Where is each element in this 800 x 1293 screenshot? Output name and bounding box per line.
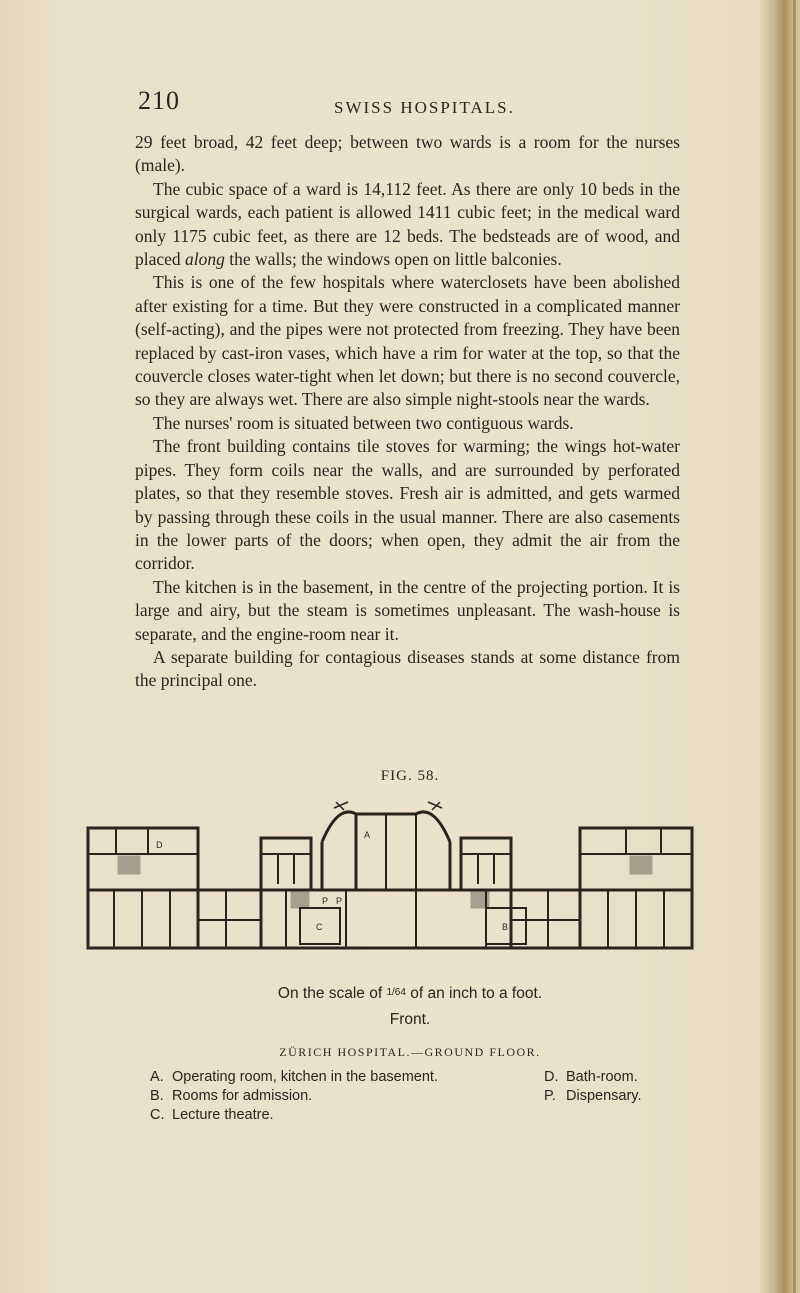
legend-text-a: Operating room, kitchen in the basement. bbox=[172, 1069, 438, 1085]
plan-label-a: A bbox=[364, 830, 371, 840]
legend-row bbox=[150, 1106, 710, 1125]
legend-item-d bbox=[544, 1068, 638, 1087]
figure-legend bbox=[150, 1068, 710, 1125]
legend-key-p: P. bbox=[544, 1088, 556, 1104]
legend-row bbox=[150, 1087, 710, 1106]
paragraph-2 bbox=[135, 178, 680, 272]
legend-item-b bbox=[150, 1087, 312, 1106]
legend-key-d: D. bbox=[544, 1069, 559, 1085]
legend-text-b: Rooms for admission. bbox=[172, 1088, 313, 1104]
legend-key-c: C. bbox=[150, 1107, 165, 1123]
paragraph-6: The kitchen is in the basement, in the centre of the projecting portion. It is large and airy, but the steam is sometimes unpleasant. The wash-house is separate, and the engine-room near it. bbox=[135, 576, 680, 644]
plan-label-c: C bbox=[316, 922, 323, 932]
legend-key-a: A. bbox=[150, 1069, 164, 1085]
paragraph-7: A separate building for contagious diseases stands at some distance from the principal one. bbox=[135, 646, 680, 691]
plan-label-b: B bbox=[502, 922, 509, 932]
plan-label-p-1: P bbox=[322, 896, 329, 906]
paragraph-1: 29 feet broad, 42 feet deep; between two wards is a room for the nurses (male). bbox=[135, 132, 680, 176]
left-pavilion bbox=[261, 838, 311, 890]
figure-caption: ZÜRICH HOSPITAL.—GROUND FLOOR. bbox=[279, 1045, 541, 1059]
scale-note bbox=[0, 985, 800, 1003]
legend-text-c: Lecture theatre. bbox=[172, 1107, 274, 1123]
legend-item-c bbox=[150, 1106, 274, 1125]
plan-label-d: D bbox=[156, 840, 163, 850]
binding-shadow bbox=[793, 0, 796, 1293]
page-number: 210 bbox=[138, 86, 180, 115]
paragraph-2-part-1: The cubic space of a ward is 14,112 feet. As there are only 10 beds in the surgical wards, each patient is allowed 1411 cubic feet; in the medical ward only 1175 cubic feet, as there are 12 beds. The bedsteads are of wood, and placed bbox=[135, 178, 680, 270]
operating-room-projection bbox=[322, 812, 356, 890]
paragraph-4: The nurses' room is situated between two contiguous wards. bbox=[153, 412, 574, 433]
legend-item-p bbox=[544, 1087, 641, 1106]
figure-label: FIG. 58. bbox=[380, 768, 440, 784]
body-text bbox=[135, 131, 680, 693]
legend-row bbox=[150, 1068, 710, 1087]
page-header bbox=[0, 86, 760, 126]
right-pavilion bbox=[461, 838, 511, 890]
scale-fraction: 1/64 bbox=[386, 987, 406, 998]
scale-text-before: On the scale of bbox=[277, 985, 387, 1002]
legend-text-d: Bath-room. bbox=[566, 1069, 638, 1085]
legend-key-b: B. bbox=[150, 1088, 164, 1104]
running-head: SWISS HOSPITALS. bbox=[334, 98, 515, 117]
scale-text-after: of an inch to a foot. bbox=[405, 985, 543, 1002]
legend-item-a bbox=[150, 1068, 438, 1087]
front-label: Front. bbox=[389, 1011, 431, 1028]
italic-word-along: along bbox=[185, 249, 225, 270]
paragraph-5: The front building contains tile stoves for warming; the wings hot-water pipes. They form coils near the walls, and are surrounded by perforated plates, so that they resemble stoves. Fresh air is admitted, and gets warmed by passing through these coils in the usual manner. There are also casements in the lower parts of the doors; when open, they admit the air from the corridor. bbox=[135, 436, 680, 574]
legend-text-p: Dispensary. bbox=[566, 1088, 642, 1104]
paragraph-2-part-2: the walls; the windows open on little balconies. bbox=[224, 249, 562, 270]
paragraph-3: This is one of the few hospitals where waterclosets have been abolished after existing for a time. But they were constructed in a complicated manner (self-acting), and the pipes were not protected from freezing. They have been replaced by cast-iron vases, which have a rim for water at the top, so that the couvercle closes water-tight when let down; but there is no second couvercle, so they are always wet. There are also simple night-stools near the wards. bbox=[135, 272, 680, 410]
floor-plan bbox=[86, 794, 696, 979]
plan-label-p-2: P bbox=[336, 896, 343, 906]
